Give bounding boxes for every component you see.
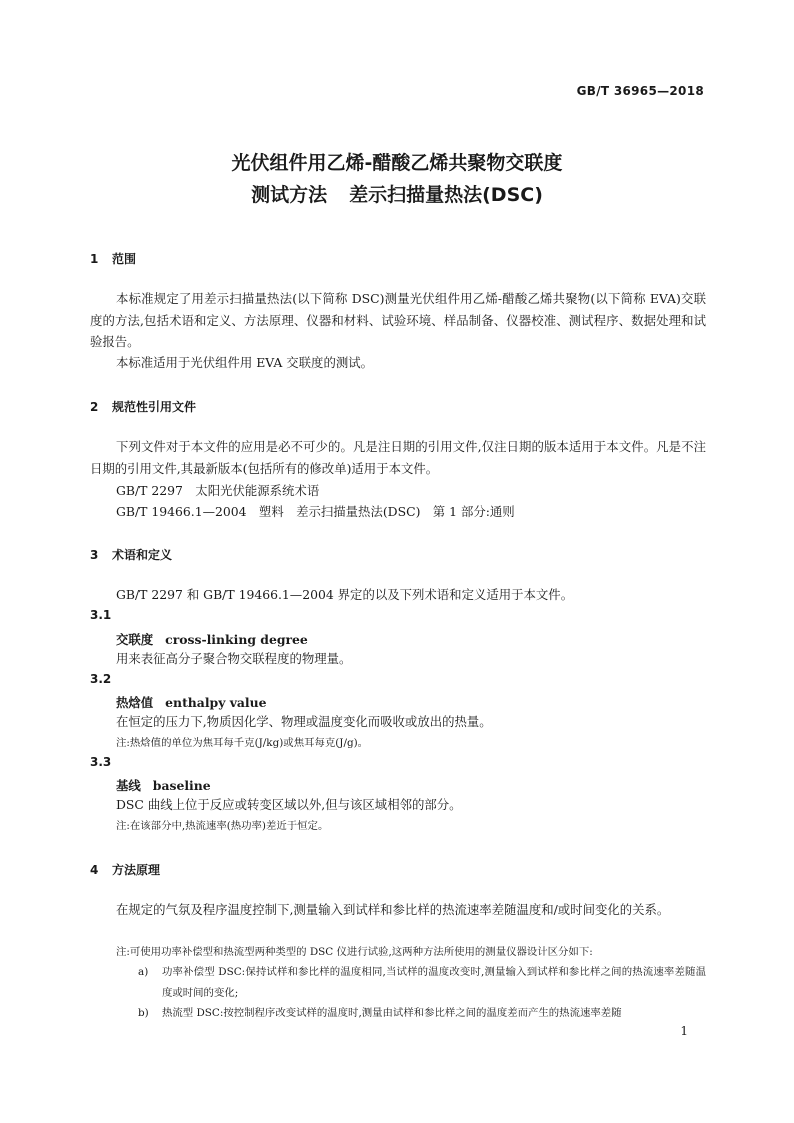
section-number: 3 <box>90 548 99 562</box>
term-cn: 热焓值 <box>116 695 154 710</box>
standard-number: GB/T 36965—2018 <box>576 84 704 98</box>
section-number: 1 <box>90 252 99 266</box>
section-3-heading <box>90 546 172 563</box>
document-title-line1: 光伏组件用乙烯-醋酸乙烯共聚物交联度 <box>231 152 563 174</box>
list-item <box>138 1003 706 1024</box>
term-3-1 <box>116 630 308 648</box>
term-3-1-definition: 用来表征高分子聚合物交联程度的物理量。 <box>116 651 352 666</box>
normative-reference-2: GB/T 19466.1—2004 塑料 差示扫描量热法(DSC) 第 1 部分:通则 <box>116 504 515 519</box>
section-4-heading <box>90 861 160 878</box>
term-cn: 基线 <box>116 778 141 793</box>
list-marker: a) <box>138 966 149 978</box>
term-3-3-definition: DSC 曲线上位于反应或转变区域以外,但与该区域相邻的部分。 <box>116 797 462 812</box>
term-en: baseline <box>152 778 211 793</box>
page-number: 1 <box>680 1024 688 1038</box>
term-3-2-definition: 在恒定的压力下,物质因化学、物理或温度变化而吸收或放出的热量。 <box>116 714 492 729</box>
section-3-paragraph-1: GB/T 2297 和 GB/T 19466.1—2004 界定的以及下列术语和定义适用于本文件。 <box>116 587 574 602</box>
section-2-paragraph-1: 下列文件对于本文件的应用是必不可少的。凡是注日期的引用文件,仅注日期的版本适用于本文件。凡是不注日期的引用文件,其最新版本(包括所有的修改单)适用于本文件。 <box>90 439 706 476</box>
section-1-paragraph-1: 本标准规定了用差示扫描量热法(以下简称 DSC)测量光伏组件用乙烯-醋酸乙烯共聚物(以下简称 EVA)交联度的方法,包括术语和定义、方法原理、仪器和材料、试验环境、样品制备、仪器校准、测试程序、数据处理和试验报告。 <box>90 291 706 349</box>
normative-reference-1: GB/T 2297 太阳光伏能源系统术语 <box>116 483 320 498</box>
term-3-2 <box>116 693 267 711</box>
term-en: enthalpy value <box>165 695 267 710</box>
document-title-line2 <box>0 180 794 210</box>
section-title: 术语和定义 <box>112 548 173 562</box>
section-2-heading <box>90 398 196 415</box>
term-3-2-number: 3.2 <box>90 672 112 686</box>
term-3-3 <box>116 776 211 794</box>
section-title: 方法原理 <box>112 863 161 877</box>
section-number: 2 <box>90 400 99 414</box>
term-cn: 交联度 <box>116 632 154 647</box>
section-4-note: 注:可使用功率补偿型和热流型两种类型的 DSC 仪进行试验,这两种方法所使用的测量仪器设计区分如下: <box>116 946 593 958</box>
section-1-paragraph-2: 本标准适用于光伏组件用 EVA 交联度的测试。 <box>116 355 374 370</box>
list-text: 功率补偿型 DSC:保持试样和参比样的温度相同,当试样的温度改变时,测量输入到试样和参比样之间的热流速率差随温度或时间的变化; <box>162 966 706 999</box>
term-3-3-number: 3.3 <box>90 755 112 769</box>
section-title: 范围 <box>112 252 137 266</box>
section-title: 规范性引用文件 <box>112 400 197 414</box>
list-marker: b) <box>138 1007 149 1019</box>
section-4-paragraph-1: 在规定的气氛及程序温度控制下,测量输入到试样和参比样的热流速率差随温度和/或时间变化的关系。 <box>116 902 670 917</box>
title-part-b: 差示扫描量热法(DSC) <box>349 184 543 206</box>
section-1-heading <box>90 250 136 267</box>
term-3-3-note: 注:在该部分中,热流速率(热功率)差近于恒定。 <box>116 820 329 832</box>
list-text: 热流型 DSC:按控制程序改变试样的温度时,测量由试样和参比样之间的温度差而产生的热流速率差随 <box>162 1007 622 1019</box>
section-number: 4 <box>90 863 99 877</box>
title-part-a: 测试方法 <box>251 184 328 206</box>
term-3-2-note: 注:热焓值的单位为焦耳每千克(J/kg)或焦耳每克(J/g)。 <box>116 737 369 749</box>
term-en: cross-linking degree <box>165 632 308 647</box>
list-item <box>138 962 706 1004</box>
term-3-1-number: 3.1 <box>90 608 112 622</box>
